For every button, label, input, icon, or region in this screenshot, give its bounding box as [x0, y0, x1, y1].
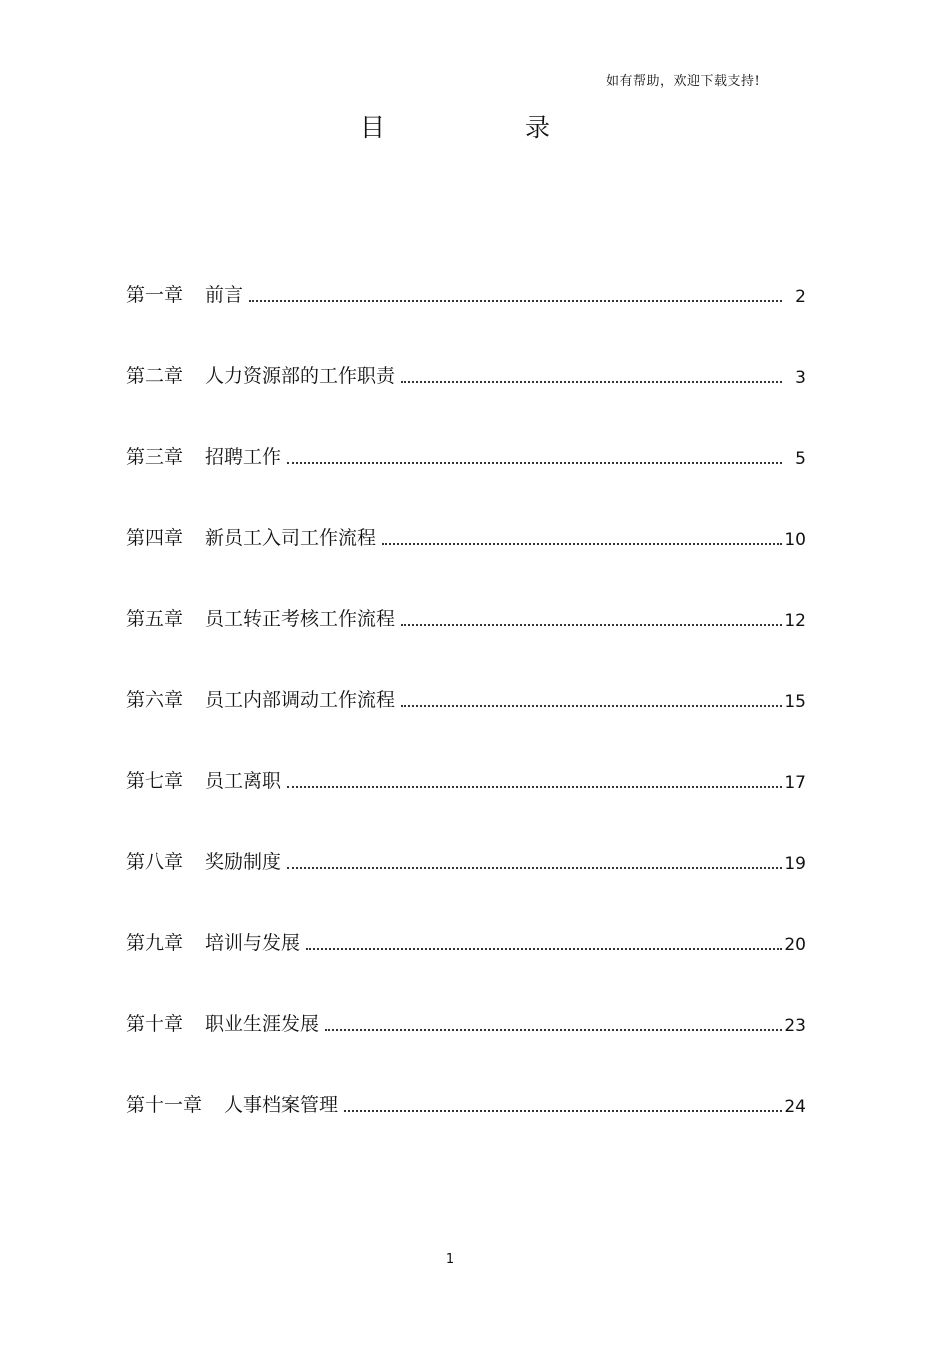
- toc-leader-dots: [325, 1029, 782, 1031]
- toc-chapter-number: 第九章: [126, 932, 184, 954]
- toc-entry[interactable]: [126, 307, 806, 388]
- toc-leader-dots: [287, 462, 782, 464]
- toc-entry[interactable]: [126, 388, 806, 469]
- toc-chapter-title: 人事档案管理: [224, 1094, 339, 1116]
- toc-chapter-title: 新员工入司工作流程: [205, 527, 377, 549]
- toc-chapter-number: 第七章: [126, 770, 184, 792]
- toc-entry[interactable]: [126, 550, 806, 631]
- toc-leader-dots: [306, 948, 782, 950]
- toc-page-number: 5: [795, 449, 806, 469]
- toc-chapter-number: 第六章: [126, 689, 184, 711]
- toc-leader-dots: [401, 705, 782, 707]
- toc-leader-dots: [249, 300, 782, 302]
- toc-page-number: 2: [795, 287, 806, 307]
- toc-entry[interactable]: [126, 1036, 806, 1117]
- toc-entry[interactable]: [126, 955, 806, 1036]
- table-of-contents: [126, 226, 806, 1117]
- toc-chapter-number: 第四章: [126, 527, 184, 549]
- toc-page-number: 10: [784, 530, 806, 550]
- toc-leader-dots: [287, 786, 782, 788]
- toc-chapter-number: 第十一章: [126, 1094, 203, 1116]
- toc-chapter-title: 前言: [205, 284, 244, 306]
- toc-chapter-number: 第五章: [126, 608, 184, 630]
- toc-chapter-title: 招聘工作: [205, 446, 282, 468]
- toc-chapter-title: 员工内部调动工作流程: [205, 689, 396, 711]
- toc-chapter-number: 第一章: [126, 284, 184, 306]
- page-title-left: 目: [360, 113, 386, 142]
- toc-entry[interactable]: [126, 631, 806, 712]
- toc-chapter-title: 员工转正考核工作流程: [205, 608, 396, 630]
- toc-leader-dots: [287, 867, 782, 869]
- toc-page-number: 17: [784, 773, 806, 793]
- toc-page-number: 15: [784, 692, 806, 712]
- toc-page-number: 23: [784, 1016, 806, 1036]
- page-title-right: 录: [524, 113, 550, 142]
- toc-chapter-title: 培训与发展: [205, 932, 301, 954]
- page-title: [360, 108, 550, 144]
- toc-chapter-title: 员工离职: [205, 770, 282, 792]
- toc-entry[interactable]: [126, 874, 806, 955]
- toc-entry[interactable]: [126, 712, 806, 793]
- toc-chapter-title: 奖励制度: [205, 851, 282, 873]
- toc-page-number: 19: [784, 854, 806, 874]
- toc-page-number: 3: [795, 368, 806, 388]
- toc-chapter-number: 第十章: [126, 1013, 184, 1035]
- toc-leader-dots: [344, 1110, 782, 1112]
- toc-leader-dots: [401, 381, 782, 383]
- toc-leader-dots: [401, 624, 782, 626]
- toc-chapter-number: 第八章: [126, 851, 184, 873]
- toc-chapter-title: 职业生涯发展: [205, 1013, 320, 1035]
- toc-entry[interactable]: [126, 469, 806, 550]
- toc-page-number: 12: [784, 611, 806, 631]
- footer-page-number: 1: [445, 1252, 455, 1267]
- header-note: 如有帮助，欢迎下载支持!: [606, 74, 761, 89]
- toc-chapter-title: 人力资源部的工作职责: [205, 365, 396, 387]
- toc-page-number: 24: [784, 1097, 806, 1117]
- toc-chapter-number: 第二章: [126, 365, 184, 387]
- toc-page-number: 20: [784, 935, 806, 955]
- toc-leader-dots: [382, 543, 782, 545]
- toc-chapter-number: 第三章: [126, 446, 184, 468]
- toc-entry[interactable]: [126, 793, 806, 874]
- toc-entry[interactable]: [126, 226, 806, 307]
